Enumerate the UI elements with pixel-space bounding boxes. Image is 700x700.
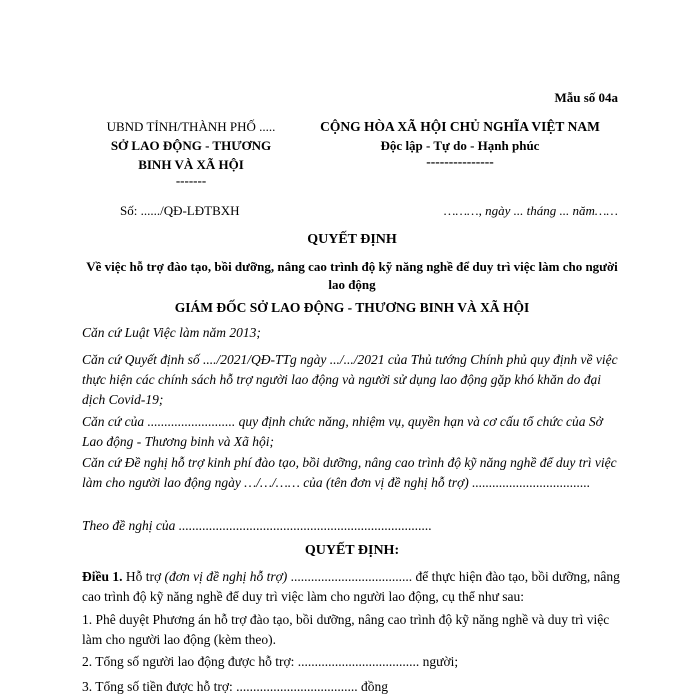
article-1-label: Điều 1. — [82, 569, 123, 584]
basis-3: Căn cứ của .......................... quy định chức năng, nhiệm vụ, quyền hạn và cơ cấu tổ chức của Sở Lao động - Thương binh và Xã hội; — [82, 414, 603, 449]
decision-heading: QUYẾT ĐỊNH: — [304, 543, 400, 558]
province-line: UBND TỈNH/THÀNH PHỐ ..... — [106, 119, 276, 134]
department-line-2: BINH VÀ XÃ HỘI — [138, 157, 244, 172]
item-2: 2. Tổng số người lao động được hỗ trợ: .................................... người; — [82, 654, 459, 669]
item-1: 1. Phê duyệt Phương án hỗ trợ đào tạo, bồi dưỡng, nâng cao trình độ kỹ năng nghề và duy trì việc làm cho người lao động (kèm theo). — [82, 612, 610, 647]
left-divider: ------- — [175, 173, 207, 188]
basis-2: Căn cứ Quyết định số ..../2021/QĐ-TTg ngày .../.../2021 của Thủ tướng Chính phủ quy định về việc thực hiện các chính sách hỗ trợ người lao động và người sử dụng lao động gặp khó khăn do đại dịch Covid-19; — [82, 352, 618, 407]
article-1-text-b: (đơn vị đề nghị hỗ trợ) — [164, 569, 288, 584]
document-number: Số: ....../QĐ-LĐTBXH — [120, 203, 240, 218]
item-3: 3. Tổng số tiền được hỗ trợ: .................................... đồng — [82, 679, 388, 694]
department-line-1: SỞ LAO ĐỘNG - THƯƠNG — [110, 138, 272, 153]
basis-5: Theo đề nghị của ........................................................................... — [82, 518, 432, 533]
document-subject: Về việc hỗ trợ đào tạo, bồi dưỡng, nâng cao trình độ kỹ năng nghề để duy trì việc làm cho người lao động — [86, 259, 618, 292]
basis-4: Căn cứ Đề nghị hỗ trợ kinh phí đào tạo, bồi dưỡng, nâng cao trình độ kỹ năng nghề để duy trì việc làm cho người lao động ngày …/…/…… của (tên đơn vị đề nghị hỗ trợ) ................................... — [82, 455, 617, 490]
basis-1: Căn cứ Luật Việc làm năm 2013; — [82, 325, 261, 340]
article-1 — [82, 567, 622, 607]
article-1-text-a: Hỗ trợ — [122, 569, 165, 584]
document-title: QUYẾT ĐỊNH — [307, 232, 397, 247]
issuing-authority: GIÁM ĐỐC SỞ LAO ĐỘNG - THƯƠNG BINH VÀ XÃ HỘI — [174, 300, 530, 315]
motto-line: Độc lập - Tự do - Hạnh phúc — [380, 138, 540, 153]
article-1-text-c: .................................... để thực hiện đào tạo, bồi dưỡng, nâng cao trình độ kỹ năng nghề để duy trì việc làm cho người lao động, cụ thể như sau: — [82, 569, 620, 604]
nation-line: CỘNG HÒA XÃ HỘI CHỦ NGHĨA VIỆT NAM — [320, 119, 600, 134]
form-number: Mẫu số 04a — [554, 90, 618, 105]
right-header — [300, 117, 620, 169]
right-divider: --------------- — [426, 154, 494, 169]
left-header — [82, 117, 300, 188]
date-line: ………, ngày ... tháng ... năm…… — [443, 203, 618, 218]
